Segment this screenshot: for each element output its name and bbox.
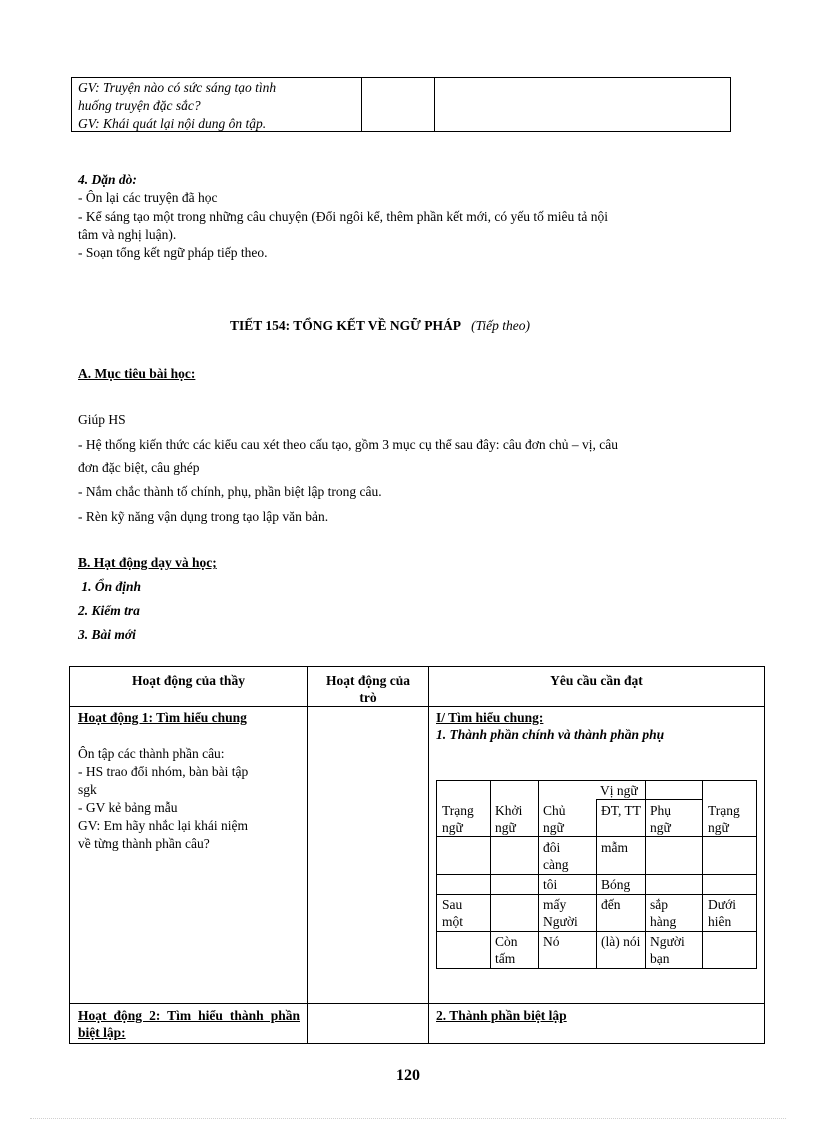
section-a-line: - Rèn kỹ năng vận dụng trong tạo lập văn bản.: [78, 509, 329, 524]
homework-item: tâm và nghị luận).: [78, 227, 177, 242]
table-cell: Người bạn: [650, 934, 685, 966]
lesson-subtitle: (Tiếp theo): [471, 318, 531, 333]
table-cell: (là) nói: [601, 934, 641, 949]
group-header-predicate: Vị ngữ: [600, 783, 638, 798]
page-number: 120: [396, 1067, 420, 1084]
homework-heading: 4. Dặn dò:: [78, 172, 137, 187]
activity-1-line: - HS trao đổi nhóm, bàn bài tập: [78, 764, 249, 779]
activity-2-title: Hoạt động 2: Tìm hiểu thành phần biệt lập:: [78, 1008, 300, 1040]
table-cell: mấy Người: [543, 897, 578, 929]
activity-1-line: sgk: [78, 782, 97, 797]
homework-item: - Soạn tổng kết ngữ pháp tiếp theo.: [78, 245, 268, 260]
col-header: Phụ ngữ: [650, 803, 672, 835]
section-2-title: 2. Thành phần biệt lập: [436, 1008, 567, 1023]
top-table-line: huống truyện đặc sắc?: [78, 98, 201, 113]
table-cell: Sau một: [442, 897, 464, 929]
sentence-components-table: [436, 780, 757, 969]
activity-1-line: GV: Em hãy nhắc lại khái niệm: [78, 818, 248, 833]
col-header: Trạng ngữ: [442, 803, 474, 835]
header-student: Hoạt động của trò: [325, 673, 410, 705]
col-header: Trạng ngữ: [708, 803, 740, 835]
top-table: [71, 77, 731, 132]
table-cell: Còn tấm: [495, 934, 518, 966]
section-a-line: Giúp HS: [78, 412, 126, 427]
table-cell: tôi: [543, 877, 558, 892]
col-header: Khởi ngữ: [495, 803, 523, 835]
header-requirements: Yêu cầu cần đạt: [550, 673, 643, 688]
section-b-step: 3. Bài mới: [78, 627, 136, 642]
table-cell: đôi càng: [543, 840, 569, 872]
table-cell: Nó: [543, 934, 560, 949]
activity-1-title: Hoạt động 1: Tìm hiểu chung: [78, 710, 247, 725]
homework-item: - Kể sáng tạo một trong những câu chuyện (Đổi ngôi kể, thêm phần kết mới, có yếu tố miêu tả nội: [78, 209, 608, 224]
page-footer-divider: [30, 1118, 786, 1119]
lesson-title: TIẾT 154: TỔNG KẾT VỀ NGỮ PHÁP: [230, 318, 462, 333]
section-b-heading: B. Hạt động dạy và học;: [78, 555, 217, 570]
top-table-line: GV: Truyện nào có sức sáng tạo tình: [78, 80, 277, 95]
table-cell: Bóng: [601, 877, 631, 892]
table-cell: sắp hàng: [650, 897, 677, 929]
section-a-heading: A. Mục tiêu bài học:: [78, 366, 196, 381]
activity-1-line: Ôn tập các thành phần câu:: [78, 746, 225, 761]
activity-1-line: về từng thành phần câu?: [78, 836, 210, 851]
section-1-title: I/ Tìm hiểu chung:: [436, 710, 544, 725]
homework-item: - Ôn lại các truyện đã học: [78, 190, 218, 205]
top-table-teacher-cell: [72, 78, 362, 131]
section-1-subtitle: 1. Thành phần chính và thành phần phụ: [436, 727, 665, 742]
section-b-step: 2. Kiểm tra: [78, 603, 140, 618]
table-cell: mẫm: [601, 840, 628, 855]
top-table-line: GV: Khái quát lại nội dung ôn tập.: [78, 116, 267, 131]
top-table-student-cell: [362, 78, 435, 131]
col-header: Chủ ngữ: [543, 803, 566, 835]
table-cell: đến: [601, 897, 621, 912]
section-a-line: - Hệ thống kiến thức các kiểu cau xét theo cấu tạo, gồm 3 mục cụ thể sau đây: câu đơn chủ – vị, câu: [78, 437, 619, 452]
section-a-line: - Nắm chắc thành tố chính, phụ, phần biệt lập trong câu.: [78, 484, 382, 499]
table-cell: Dưới hiên: [708, 897, 736, 929]
header-teacher: Hoạt động của thầy: [132, 673, 245, 688]
lesson-title-block: [230, 318, 530, 334]
section-a-line: đơn đặc biệt, câu ghép: [78, 460, 200, 475]
activity-1-line: - GV kẻ bảng mẫu: [78, 800, 178, 815]
col-header: ĐT, TT: [601, 803, 641, 818]
section-b-step: 1. Ổn định: [78, 579, 142, 594]
